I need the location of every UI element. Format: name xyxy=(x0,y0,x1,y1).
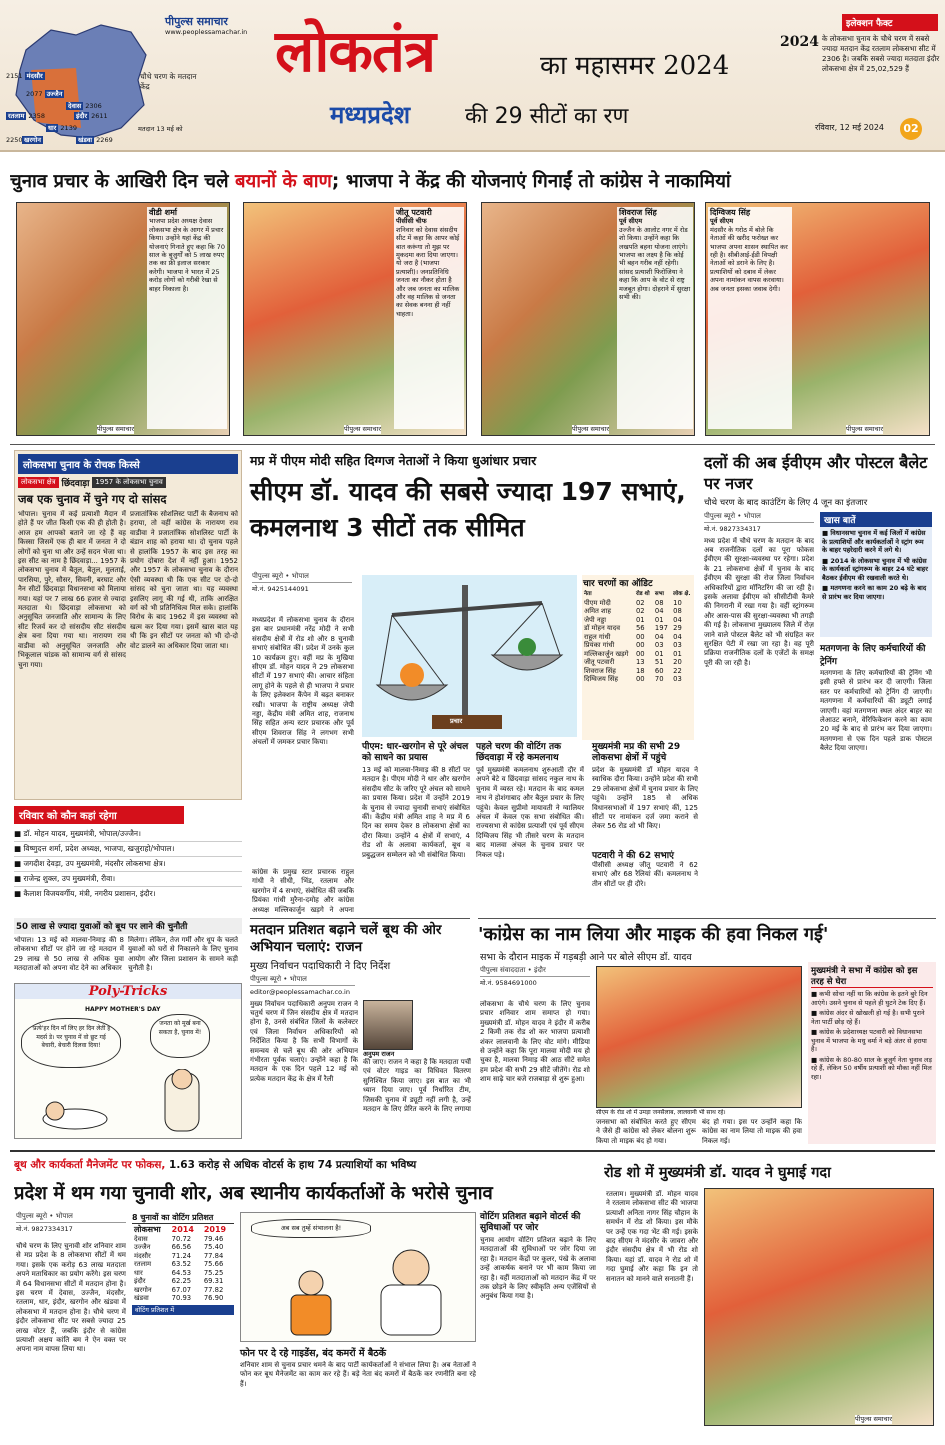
leader-photo-2 xyxy=(243,202,467,436)
cm-sub: पटवारी ने की 62 सभाएं xyxy=(592,851,675,861)
rajan-photo xyxy=(363,1000,413,1050)
youth-box xyxy=(14,918,242,980)
leader-caption: जीतू पटवारी पीसीसी चीफ शनिवार को देवास संसदीय सीट में कहा कि आपर कोई बात करूंगा तो मुझ पर मुकदमा करा दिया जाएगा। यो जरा है (भाजपा प्रत्याशी)। जनप्रतिनिधि जनता का नौकर होता है और जब जनता का मालिक और वह मालिक से जनता का सेवक बनना ही नहीं चाहता। xyxy=(394,207,464,429)
lead-headline: चुनाव प्रचार के आखिरी दिन चले बयानों के बाण; भाजपा ने केंद्र की योजनाएं गिनाईं तो कांग्रेस ने नाकामियां xyxy=(10,171,731,192)
fact-box xyxy=(780,14,940,122)
map-item: खरगोन xyxy=(24,136,41,144)
photo-credit: पीपुल्स समाचार xyxy=(846,425,883,433)
voting-row: इंदौर 62.25 69.31 xyxy=(134,1277,224,1285)
rajan-col2: की जाए। राजन ने कहा है कि मतदाता पर्ची एवं वोटर गाइड का विधिवत वितरण सुनिश्चित किया जाए। इस बात का भी ध्यान दिया जाए। पूर्व निर्धारित टीम, जिसकी चुनाव में ड्यूटी नहीं लगी है, उन्हें मतदान के लिए प्रेरित करने के लिए लगाया xyxy=(363,1058,471,1114)
faun-story xyxy=(240,1346,476,1426)
poly-tricks-cartoon xyxy=(14,983,242,1139)
rajan-col1: मुख्य निर्वाचन पदाधिकारी अनुपम राजन ने चतुर्थ चरण में जिन संसदीय क्षेत्र में मतदान होना है, उनसे संबंधित जिलों के कलेक्टर एवं जिला निर्वाचन अधिकारियों को निर्देशित किया है कि सभी विभागों के समन्वय से चलें बूथ की ओर अभियान गंभीरता पूर्वक चलाएं। उन्होंने कहा है कि मतदान के एक दिन पहले 12 मई को प्रत्येक मतदान केंद्र के क्षेत्र में रैली xyxy=(250,999,358,1083)
audit-row: प्रियंका गांधी 00 03 03 xyxy=(584,641,682,649)
audit-row: दिग्विजय सिंह 00 70 03 xyxy=(584,675,682,683)
rajan-story xyxy=(250,922,472,1144)
page-number: 02 xyxy=(900,118,922,140)
sunday-item: ■ राजेन्द्र शुक्ल, उप मुख्यमंत्री, रीवा। xyxy=(14,872,242,887)
voting-table: लोकसभा 2014 2019 देवास 70.72 79.46 उज्जैन 66.56 75.40 मंदसौर 71.24 77.84 रतलाम 63.52 75.66 धार 64.53 75.25 इंदौर 62.25 69.31 खरगोन 67.07 77.82 खंडवा 70.93 76.90 xyxy=(132,1226,234,1303)
scale-label: प्रचार xyxy=(450,717,463,725)
audit-row: अमित शाह 02 04 08 xyxy=(584,607,682,615)
congress-col3: बंद हो गया। इस पर उन्होंने कहा कि कांग्रेस का नाम लिया तो माइक की हवा निकल गई। xyxy=(702,1118,802,1144)
cm-sabha-item: ■ कांग्रेस के 80-80 साल के बुजुर्ग नेता चुनाव लड़ रहे हैं, लेकिन 50 वर्षीय प्रत्याशी को मौका नहीं मिल रहा। xyxy=(811,1055,932,1081)
congress-col1: लोकसभा के चौथे चरण के लिए चुनाव प्रचार शनिवार शाम समाप्त हो गया। मुख्यमंत्री डॉ. मोहन यादव ने इंदौर में करीब 2 किमी तक रोड शो कर भाजपा प्रत्याशी शंकर लालवानी के लिए वोट मांगे। मीडिया से उन्होंने कहा कि पूरा मालवा मोदी मय हो चुका है, मालवा निमाड़ की आठ सीटें समेत हम प्रदेश की सभी 29 सीटें जीतेंगे। रोड शो शाम साढ़े चार बजे राजबाड़ा से शुरू हुआ। xyxy=(480,1000,590,1084)
map-item: धार 2139 xyxy=(48,124,77,132)
audit-row: जीतू पटवारी 13 51 20 xyxy=(584,658,682,666)
cartoon-figures xyxy=(261,1243,461,1338)
leader-photo-3 xyxy=(481,202,695,436)
voting-row: रतलाम 63.52 75.66 xyxy=(134,1260,224,1268)
scale-graphic xyxy=(362,575,577,737)
poly-figures xyxy=(35,1069,235,1135)
leader-caption: शिवराज सिंह पूर्व सीएम उज्जैन के आलोट नगर में रोड शो किया। उन्होंने कहा कि लखपति बहना योजना लाएंगे। भाजपा का लक्ष्य है कि कोई भी बहन गरीब नहीं रहेगी। सांसद प्रत्याशी फिरोजिया ने कहा कि आप के वोट से राष्ट्र मजबूत होगा। दोहराने में सुरक्षा सभी की। xyxy=(617,207,693,429)
voting-table-source: वोटिंग प्रतिशत में xyxy=(132,1305,234,1316)
rochak-col1: भोपाल। चुनाव में कई प्रत्याशी मैदान में होते हैं पर जीत किसी एक की ही होती है। आज हम आपको बताने जा रहे हैं वह किस्सा जिसमें एक ही बार में जनता ने दो लोगों को चुना था और उन्हें सदन भेजा था। इस सीट का नाम है छिंदवाड़ा... 1957 के लोकसभा चुनाव में बैतूल, बैतूल, मुलताई, पारसिया, पुरे, सौसर, सिवनी, बरघाट और नैन सीटों छिंदवाड़ा विधानसभा को मिलाया गया। यहां पर 7 लाख 66 हजार से ज्यादा मतदाता थे। छिंदवाड़ा लोकसभा को अनुसूचित जनजाति और सामान्य के लिए सीट रिजर्व कर दो सांसदीय सीट संसदीय क्षेत्र बना दिया गया था। नारायण राव वाडीवा को अनुसूचित जनजाति और भिकूलाल चांडक को सामान्य वर्ग से सांसद चुना गया। xyxy=(18,510,126,669)
audit-row: पीएम मोदी 02 08 10 xyxy=(584,598,682,607)
divider xyxy=(478,918,936,919)
voting-facility-text: चुनाव आयोग वोटिंग प्रतिशत बढ़ाने के लिए मतदाताओं की सुविधाओं पर जोर दिया जा रहा है। मतदान केंद्रों पर कूलर, पंखे के अलावा उन्हें आकर्षक बनाने पर भी काम किया जा रहा है। वहीं मतदाताओं को मतदान केंद्र में पर तक छोड़ने के लिए स्वीकृति अन्य एजेंसियों से अनुबंध किया गया है। xyxy=(480,1236,596,1301)
rochak-headline: जब एक चुनाव में चुने गए दो सांसद xyxy=(18,492,167,506)
voting-row: खंडवा 70.93 76.90 xyxy=(134,1294,224,1302)
subtitle-state: मध्यप्रदेश xyxy=(330,101,411,129)
sunday-item: ■ डॉ. मोहन यादव, मुख्यमंत्री, भोपाल/उज्जैन। xyxy=(14,827,242,842)
phase1-headline: पहले चरण की वोटिंग तक छिंदवाड़ा में रहे कमलनाथ xyxy=(476,742,561,763)
sunday-header: रविवार को कौन कहां रहेगा xyxy=(14,806,184,824)
sunday-item: ■ जगदीश देवड़ा, उप मुख्यमंत्री, मंदसौर लोकसभा क्षेत्र। xyxy=(14,857,242,872)
cm-headline: मुख्यमंत्री मप्र की सभी 29 लोकसभा क्षेत्रों में पहुंचे xyxy=(592,742,681,763)
rochak-tag: लोकसभा क्षेत्र xyxy=(18,477,59,488)
rochak-col2: प्रजातांत्रिक सोशलिस्ट पार्टी के बैजनाथ को हराया, तो वहीं कांग्रेस के नारायण राव वाडीवा ने प्रजातांत्रिक सोशलिस्ट पार्टी के बंडान शाह को हराया था। दो चुनाव पहले से हालांकि 1957 के बाद इस तरह का प्रयोग दोबारा देश में नहीं हुआ। 1952 और 1957 के लोकसभा चुनाव के दौरान ऐसी व्यवस्था थी कि एक सीट पर दो-दो सांसद को चुना जाता था। यह व्यवस्था इसलिए लागू की गई थी, ताकि आरक्षित वर्ग को भी प्रतिनिधित्व मिल सके। हालांकि विरोध के बाद 1962 में इस व्यवस्था को खत्म कर दिया गया। इसमें खास बात यह थी कि इन सीटों पर जनता को भी दो-दो वोट डालने का अधिकार दिया जाता था। xyxy=(130,510,238,650)
fact-text: के लोकसभा चुनाव के चौथे चरण में सबसे ज्यादा मतदान केंद्र रतलाम लोकसभा सीट में 2306 है। जबकि सबसे ज्यादा मतदाता इंदौर लोकसभा क्षेत्र में 25,02,529 हैं xyxy=(821,34,940,73)
voting-row: उज्जैन 66.56 75.40 xyxy=(134,1243,224,1251)
title-rest: का महासमर 2024 xyxy=(540,51,730,81)
photo-credit: पीपुल्स समाचार xyxy=(344,425,381,433)
evm-byline: पीपुल्स ब्यूरो • भोपाल xyxy=(704,512,814,523)
roadshow-text: रतलाम। मुख्यमंत्री डॉ. मोहन यादव ने रतलाम लोकसभा सीट की भाजपा प्रत्याशी अनिता नागर सिंह चौहान के समर्थन में रोड शो किया। इस मौके पर उन्हें एक गदा भेंट की गई। इसके बाद सीएम ने मंदसौर के जावरा और इंदौर संसदीय क्षेत्र में भी रोड शो किया। यहां डॉ. यादव ने रोड शो में गदा घुमाई और कहा कि इन तो सनातन को मानने वाले सनातनी हैं। xyxy=(606,1190,698,1283)
leader-photo-1 xyxy=(16,202,230,436)
cm-sabha-header: मुख्यमंत्री ने सभा में कांग्रेस को इस तरह से घेरा xyxy=(811,965,933,988)
scale-illustration xyxy=(362,575,577,737)
booth-headline: प्रदेश में थम गया चुनावी शोर, अब स्थानीय कार्यकर्ताओं के भरोसे चुनाव xyxy=(14,1183,493,1204)
roadshow-headline: रोड शो में मुख्यमंत्री डॉ. यादव ने घुमाई गदा xyxy=(604,1165,831,1181)
sunday-item: ■ कैलाश विजयवर्गीय, मंत्री, नगरीय प्रशासन, इंदौर। xyxy=(14,889,156,898)
evm-sub: चौथे चरण के बाद काउंटिंग के लिए 4 जून का इंतजार xyxy=(704,498,868,508)
phase1-col xyxy=(476,742,584,912)
main-headline: सीएम डॉ. यादव की सबसे ज्यादा 197 सभाएं, कमलनाथ 3 सीटों तक सीमित xyxy=(250,477,686,542)
booth-kicker: बूथ और कार्यकर्ता मैनेजमेंट पर फोकस, 1.63 करोड़ से अधिक वोटर्स के हाथ 74 प्रत्याशियों का भविष्य xyxy=(14,1159,417,1171)
voting-row: खरगोन 67.07 77.82 xyxy=(134,1285,224,1294)
map-item: रतलाम 2358 xyxy=(8,112,45,120)
voting-facility-headline: वोटिंग प्रतिशत बढ़ाने वोटर्स की सुविधाओं पर जोर xyxy=(480,1212,581,1233)
poly-title: Poly-Tricks xyxy=(15,984,241,999)
roadshow-photo xyxy=(704,1188,934,1426)
train-header: मतगणना के लिए कर्मचारियों की ट्रेनिंग xyxy=(820,644,926,667)
poly-bubble-1: 'प्रत्ये'हर दिन माँ लिए हर दिन लेती है मदर्स डे। पर चुनाव में वो छूट गई बेचारी, बेचारी दिलवा दिया! xyxy=(21,1018,121,1068)
cm-text: प्रदेश के मुख्यमंत्री डॉ मोहन यादव ने स्वाधिक दौरा किया। उन्होंने प्रदेश की सभी 29 लोकसभा क्षेत्रों में चुनाव प्रचार के लिए पहुंचे। उन्होंने 185 से अधिक विधानसभाओं में 197 सभाएं कीं, 125 सीटों पर नामांकन दर्ज जमा कराने से लेकर 56 रोड शो भी किए। xyxy=(592,766,698,831)
cm-subtext: पीसीसी अध्यक्ष जीतू पटवारी ने 62 सभाएं और 68 रैलियां कीं। कमलनाथ ने तीन सीटों पर ही दौरे। xyxy=(592,861,698,888)
faun-headline: फोन पर दे रहे गाइडेंस, बंद कमरों में बैठकें xyxy=(240,1348,387,1359)
audit-row: शिवराज सिंह 18 60 22 xyxy=(584,666,682,675)
audit-row: राहुल गांधी 00 04 04 xyxy=(584,632,682,641)
masthead xyxy=(0,0,945,152)
map-item: खंडवा 2269 xyxy=(78,136,113,144)
voting-table-title: 8 चुनावों का वोटिंग प्रतिशत xyxy=(132,1212,234,1224)
photo-credit: पीपुल्स समाचार xyxy=(97,425,134,433)
evm-headline: दलों की अब ईवीएम और पोस्टल बैलेट पर नजर xyxy=(704,453,928,493)
fact-year: 2024 xyxy=(780,34,819,50)
main-col2-text-real: कांग्रेस के प्रमुख स्टार प्रचारक राहुल गांधी ने सीधी, भिंड, रतलाम और खरगोन में 4 सभाएं, संबोधित कीं जबकि प्रियंका गांधी मुरैना-दमोह और कांग्रेस अध्यक्ष मल्लिकार्जुन खड़गे ने अपना xyxy=(252,868,354,914)
cm-sabha-item: ■ कांग्रेस अंदर से खोखली हो गई है। सभी पुराने नेता पार्टी छोड़ रहे हैं। xyxy=(811,1009,925,1026)
voting-facility-story xyxy=(480,1212,596,1426)
audit-row: मल्लिकार्जुन खड़गे 00 01 01 xyxy=(584,649,682,658)
subtitle-rest: की 29 सीटों का रण xyxy=(465,104,629,129)
evm-story xyxy=(704,452,934,912)
audit-table: नेता रोड शो सभा लोक क्षे. पीएम मोदी 02 08 10 अमित शाह 02 04 08 जेपी नड्डा 01 01 04 डॉ मोहन यादव 56 197 29 राहुल गांधी 00 04 04 प्रियंका गांधी 00 03 03 मल्लिकार्जुन खड़गे 00 01 01 जीतू पटवारी 13 51 20 शिवराज सिंह 18 60 22 दिग्विजय सिंह 00 70 03 xyxy=(582,590,694,684)
leader-caption: वीडी शर्मा भाजपा प्रदेश अध्यक्ष देवास लोकसभा क्षेत्र के आगर में प्रचार किया। उन्होंने यहां केंद्र की योजनाएं गिनाते हुए कहा कि 70 साल के बुजुर्गों को 5 लाख रुपए तक का फ्री इलाज सरकार करेगी। भाजपा ने भारत में 25 करोड़ लोगों को गरीबी रेखा से बाहर निकाला है। xyxy=(147,207,227,429)
rochak-place: छिंदवाड़ा xyxy=(61,479,90,489)
congress-photo-caption: सीएम के रोड शो में उमड़ा जनसैलाब, लालवानी भी साथ रहे। xyxy=(596,1109,726,1116)
audit-row: डॉ मोहन यादव 56 197 29 xyxy=(584,624,682,632)
khas-item: ■ विधानसभा चुनाव में कई जिलों में कांग्रेस के प्रत्याशियों और कार्यकर्ताओं ने स्ट्रांग रूम के बाहर पहरेदारी करने में लगे थे। xyxy=(822,529,926,554)
rajan-byline: पीपुल्स ब्यूरो • भोपाल xyxy=(250,975,355,986)
cm-sabha-item: ■ कभी सोचा नहीं था कि कांग्रेस के इतने बुरे दिन आएंगे। उसने चुनाव से पहले ही घुटने टेक दिए हैं। xyxy=(811,990,928,1007)
rajan-sub: मुख्य निर्वाचन पदाधिकारी ने दिए निर्देश xyxy=(250,961,391,972)
rochak-year: 1957 के लोकसभा चुनाव xyxy=(92,477,165,488)
divider xyxy=(250,918,470,919)
main-byline: पीपुल्स ब्यूरो • भोपाल मो.नं. 9425144091 xyxy=(252,572,352,594)
audit-row: जेपी नड्डा 01 01 04 xyxy=(584,615,682,624)
map-item: देवास 2306 xyxy=(68,102,102,110)
phase1-text: पूर्व मुख्यमंत्री कमलनाथ शुरुआती दौर में अपने बेटे व छिंदवाड़ा सांसद नकुल नाथ के चुनाव में व्यस्त रहे। मतदान के बाद कमल नाथ ने होशंगाबाद और बैतूल प्रचार के लिए पहुंचे। केवल सुप्रीमो मायावती ने ग्वालियर अंचल में केवल एक सभा संबोधित की। राज्यसभा से कांग्रेस प्रत्याशी एवं पूर्व सीएम दिग्विजय सिंह भी तीसरे चरण के मतदान बाद मालवा अंचल के चुनाव प्रचार पर निकल पड़े। xyxy=(476,766,584,859)
main-col1: मध्यप्रदेश में लोकसभा चुनाव के दौरान इस बार प्रधानमंत्री नरेंद्र मोदी ने सभी संसदीय क्षेत्रों में रोड शो और 8 चुनावी सभाएं संबोधित कीं। प्रदेश में उनके कुल 10 कार्यक्रम हुए। वहीं मप्र के मुखिया सीएम डॉ. मोहन यादव ने 29 लोकसभा सीटों में 197 सभाएं की। आचार संहिता लागू होने के पहले से ही भाजपा ने प्रचार के लिए इलेक्शन कैंपेन में बढ़त बनाकर रखी। भाजपा के राष्ट्रीय अध्यक्ष जेपी नड्डा, केंद्रीय मंत्री अमित शाह, राजनाथ सिंह सहित अन्य स्टार प्रचारक और पूर्व सीएम शिवराज सिंह ने लगभग सभी अंचलों में जमकर प्रचार किया। xyxy=(252,616,354,747)
voting-row: देवास 70.72 79.46 xyxy=(134,1234,224,1243)
youth-col1: भोपाल। 13 मई को मालवा-निमाड़ की 8 लोकसभा सीटों पर होने जा रहे मतदान में 29 लाख से 50 लाख से अधिक युवा मतदाताओं को अपना वोट देने का अधिकार xyxy=(14,936,124,973)
map-item: 2077 उज्जैन xyxy=(26,90,63,98)
leader-photo-4 xyxy=(705,202,930,436)
youth-headline: 50 लाख से ज्यादा युवाओं को बूथ पर लाने की चुनौती xyxy=(14,918,242,934)
cm-sabha-box xyxy=(808,962,936,1144)
evm-mobile: मो.नं. 9827334317 xyxy=(704,525,761,533)
booth-byline-box: पीपुल्स ब्यूरो • भोपाल मो.नं. 9827334317 xyxy=(16,1212,126,1234)
rajan-headline: मतदान प्रतिशत बढ़ाने चलें बूथ की ओर अभियान चलाएं: राजन xyxy=(250,922,442,955)
rajan-email[interactable]: editor@peoplessamachar.co.in xyxy=(250,988,350,996)
cm-col xyxy=(592,742,698,912)
khas-header: खास बातें xyxy=(820,512,932,527)
map-item: इंदौर 2611 xyxy=(76,112,108,120)
date: रविवार, 12 मई 2024 xyxy=(815,123,885,132)
voting-row: धार 64.53 75.25 xyxy=(134,1268,224,1277)
fact-label: इलेक्शन फैक्ट xyxy=(842,14,938,31)
congress-sub: सभा के दौरान माइक में गड़बड़ी आने पर बोले सीएम डॉ. यादव xyxy=(480,952,692,963)
booth-cartoon xyxy=(240,1212,476,1342)
paper-logo: पीपुल्स समाचार xyxy=(165,15,228,28)
voting-row: मंदसौर 71.24 77.84 xyxy=(134,1251,224,1260)
rajan-photo-caption: अनुपम राजन xyxy=(363,1049,395,1058)
poly-bubble-2: जनता को मूर्ख बना सकता है, चुनाव में! xyxy=(150,1014,210,1058)
main-kicker: मप्र में पीएम मोदी सहित दिग्गज नेताओं ने किया धुआंधार प्रचार xyxy=(250,453,537,468)
map-item: 2151 मंदसौर xyxy=(6,72,43,80)
audit-box xyxy=(582,575,694,740)
cartoon-bubble: अब सब तुम्हें संभालना है! xyxy=(251,1219,371,1238)
booth-text: चौथे चरण के लिए चुनावी शोर शनिवार शाम से मप्र प्रदेश के 8 लोकसभा सीटों में थम गया। इसके एक करोड़ 63 लाख मतदाता अपने मताधिकार का प्रयोग करेंगे। इस चरण में 64 विधानसभा सीटों में मतदान होना है। इस चरण में देवास, उज्जैन, मंदसौर, रतलाम, धार, इंदौर, खरगोन और खंडवा में लोकसभा में मतदान होना है। चौथे चरण में इंदौर लोकसभा सीट पर सबसे ज्यादा 25 लाख वोटर हैं, जबकि इंदौर से कांग्रेस प्रत्याशी अक्षय कांति बम ने ऐन वक्त पर अपना नाम वापस लिया था। xyxy=(16,1242,126,1354)
title-main: लोकतंत्र xyxy=(275,17,435,85)
youth-col2: मिलेगा। लेकिन, तेज गर्मी और धूप के चलते युवाओं को घरों से निकालने के लिए चुनाव आयोग और जिला प्रशासन के सामने कड़ी चुनौती है। xyxy=(128,936,238,973)
map-label: चौथे चरण के मतदान केंद्र xyxy=(140,72,197,91)
photo-credit: पीपुल्स समाचार xyxy=(855,1415,892,1423)
pm-text: 13 मई को मालवा-निमाड़ की 8 सीटों पर मतदान है। पीएम मोदी ने धार और खरगोन संसदीय सीट के जरिए पूरे अंचल को साधने का प्रयास किया। प्रदेश में उन्होंने 2019 के चुनाव से ज्यादा चुनावी सभाएं संबोधित कीं। केंद्रीय मंत्री अमित शाह ने मप्र में 6 दिन का समय देकर 8 लोकसभा क्षेत्रों का दौरा किया। उन्होंने 4 क्षेत्रों में सभाएं, 4 रोड शो के अलावा कार्यकर्ता, बूथ व प्रबुद्धजन सम्मेलन को भी संबोधित किया। xyxy=(362,766,470,859)
poly-banner: HAPPY MOTHER'S DAY xyxy=(85,1006,161,1013)
congress-photo xyxy=(596,966,802,1108)
congress-headline: 'कांग्रेस का नाम लिया और माइक की हवा निकल गई' xyxy=(478,924,829,945)
rochak-header: लोकसभा चुनाव के रोचक किस्से xyxy=(18,454,238,474)
divider xyxy=(10,444,935,445)
audit-title: चार चरणों का ऑडिट xyxy=(583,579,653,589)
sunday-box xyxy=(14,806,242,916)
train-text: मतगणना के लिए कर्मचारियों की ट्रेनिंग भी इसी हफ्ते से प्रारंभ कर दी जाएगी। जिला स्तर पर कर्मचारियों को ट्रेनिंग दी जाएगी। मतगणना में कर्मचारियों की ड्यूटी लगाई जाएगी। वहां मतगणना स्थल अंदर बाहर का लेआउट बनाने, वेरिफिकेशन करने का काम 20 मई के बाद से प्रारंभ कर दिया जाएगा। मतगणना से एक दिन पहले डाक पोस्टल बैलेट दिया जाएगा। xyxy=(820,669,932,753)
faun-text: शनिवार शाम से चुनाव प्रचार थमने के बाद पार्टी कार्यकर्ताओं ने संभाल लिया है। अब नेताओं ने फोन कर बूथ मैनेजमेंट का काम कर रहे हैं। बड़े नेता बंद कमरों में बैठकें कर रणनीति बना रहे हैं। xyxy=(240,1361,476,1388)
evm-text: मध्य प्रदेश में चौथे चरण के मतदान के बाद अब राजनीतिक दलों का पूरा फोकस ईवीएम की सुरक्षा-व्यवस्था पर रहेगा। प्रदेश के 21 लोकसभा क्षेत्रों में चुनाव के बाद ईवीएम की सुरक्षा की रोज जिला निर्वाचन अधिकारियों द्वारा मॉनिटरिंग की जा रही है। इसके अलावा ईवीएम को सीसीटीवी कैमरे की निगरानी में रखा गया है। वहीं स्ट्रांगरूम और आस-पास की सुरक्षा-व्यवस्था भी तगड़ी की गई है। लोकसभा मुख्यालय जिले में रोज़ जाने वाले पोस्टल बैलेट को भी संग्रहित कर सुरक्षित पेटी में रखा जा रहा है। वह पूरी प्रक्रिया राजनीतिक दलों के एजेंटों के समक्ष पूरी की जा रही है। xyxy=(704,536,814,667)
website[interactable]: www.peoplessamachar.in xyxy=(165,28,248,36)
congress-byline-box: पीपुल्स संवाददाता • इंदौर मो.नं. 9584691000 xyxy=(480,966,590,988)
photo-credit: पीपुल्स समाचार xyxy=(572,425,609,433)
map-item: 2250 xyxy=(6,136,23,144)
cm-sabha-item: ■ कांग्रेस के प्रदेशाध्यक्ष पटवारी को विधानसभा चुनाव में भाजपा के मधु वर्मा ने बड़े अंतर से हराया है। xyxy=(811,1028,927,1053)
rochak-box xyxy=(14,450,242,800)
leader-caption: दिग्विजय सिंह पूर्व सीएम मंदसौर के गरोठ में बोले कि नेताओं की खरीद फरोख्त कर भाजपा अपना शासन स्थापित कर रही है। सीबीआई-ईडी विपक्षी नेताओं को डराने के लिए है। प्रत्याशियों को दबाव में लेकर अपना नामांकन वापस करवाया। अब जनता इसका जवाब देगी। xyxy=(708,207,792,429)
khas-item: ■ 2014 के लोकसभा चुनाव में भी कांग्रेस के कार्यकर्ता स्ट्रांगरूम के बाहर 24 घंटे बाहर बैठकर ईवीएम की रखवाली करते थे। xyxy=(822,556,928,582)
pm-headline: पीएम: धार-खरगोन से पूरे अंचल को साधने का प्रयास xyxy=(362,742,469,763)
map-note: मतदान 13 मई को xyxy=(138,125,183,133)
pm-col xyxy=(362,742,470,912)
khas-item: ■ मतगणना करने का काम 20 बढ़े के बाद से प्रारंभ कर दिया जाएगा। xyxy=(822,584,927,601)
divider xyxy=(10,1150,935,1152)
voting-table-box xyxy=(132,1212,234,1424)
congress-col2: जनसभा को संबोधित करते हुए सीएम ने जैसे ही कांग्रेस को लेकर बोलना शुरू किया तो माइक बंद हो गया। xyxy=(596,1118,696,1144)
sunday-item: ■ विष्णुदत्त शर्मा, प्रदेश अध्यक्ष, भाजपा, खजुराहो/भोपाल। xyxy=(14,842,242,857)
